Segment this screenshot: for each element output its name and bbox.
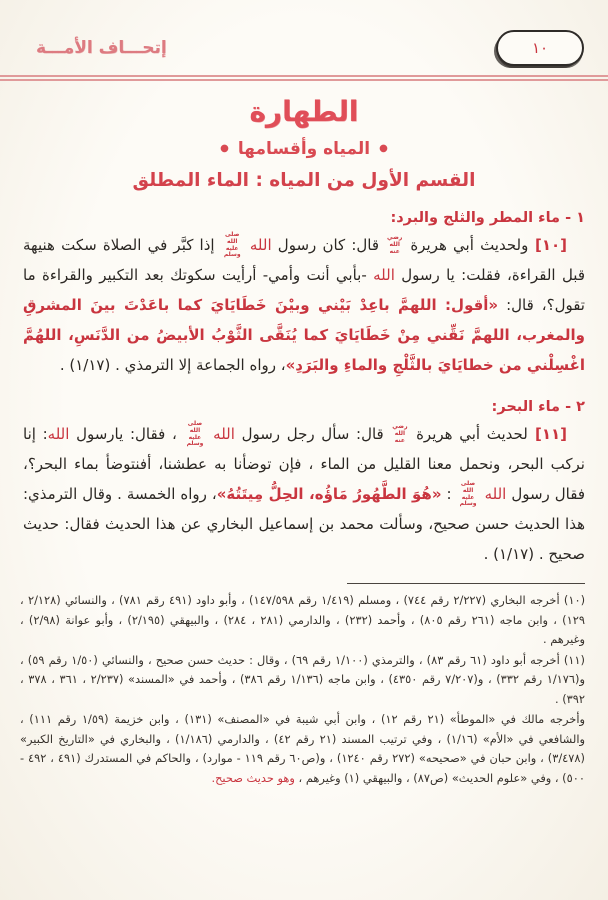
text-segment: :	[441, 485, 457, 503]
footnote-11-takhrij	[20, 710, 585, 788]
page-number-badge	[496, 30, 584, 66]
text-segment: الله	[484, 485, 507, 503]
text-segment: الله	[213, 425, 235, 443]
text-segment: (١٠) أخرجه البخاري (٢/٢٢٧ رقم ٧٤٤) ، ومسلم (١/٤١٩ رقم ١٤٧/٥٩٨) ، وأبو داود (٤٩١ رقم ٧٨١) ، والنسائي (٢/١٢٨ ، ١٢٩) ، وابن ماجه (٢٦١ رقم ٨٠٥) ، وأحمد (٢٣٢) ، والدارمي (٢٨١ ، ٢٨٤) ، والبيهقي (٢/١٩٥) ، وأبو عوانة (٢/٩٨) ، وغيرهم .	[20, 593, 586, 646]
text-segment: الله	[373, 266, 395, 284]
footnotes	[0, 591, 608, 788]
honorific-mark: صلى الله عليه وسلم	[459, 479, 477, 508]
bullet-icon: ●	[220, 143, 229, 154]
text-segment: إذا كبَّر في الصلاة سكت هنيهة قبل القراءة، فقلت: يا رسول	[23, 236, 585, 284]
footnote-area	[0, 583, 608, 584]
text-segment: ، فقال: يارسول	[69, 425, 184, 443]
bullet-icon: ●	[379, 143, 388, 154]
text-segment: وأخرجه مالك في «الموطأ» (٢١ رقم ١٢) ، وابن أبي شيبة في «المصنف» (١٣١) ، وابن خزيمة (١/٥٩ رقم ١١١) ، والشافعي في «الأم» (١/١٦) ، وفي ترتيب المسند (٢١ رقم ٤٢) ، والدارمي (١/١٨٦) ، والبخاري في «التاريخ الكبير» (٣/٤٧٨) ، وابن حبان في «صحيحه» (٢٧٢ رقم ١٢٤٠) ، و(ص٦٠ رقم ١١٩ - موارد) ، والحاكم في المستدرك (٤٩١ ، ٤٩٢ - ٥٠٠) ، وفي «علوم الحديث» (ص٨٧) ، والبيهقي (١) وغيرهم ،	[20, 712, 585, 785]
text-segment: ، رواه الجماعة إلا الترمذي . (١/١٧) .	[59, 356, 286, 374]
text-segment: -بأبي أنت وأمي- أرأيت سكوتك بعد التكبير والقراءة ما تقول؟، قال:	[23, 266, 585, 314]
text-segment: [١٠]	[528, 236, 568, 254]
text-segment: «هُوَ الطَّهُورُ مَاؤُه، الحِلُّ مِيتَتُهُ»	[216, 485, 442, 503]
hadith-10-paragraph	[23, 230, 585, 380]
text-segment: [١١]	[527, 425, 567, 443]
section-heading-rain-water: ١ - ماء المطر والثلج والبرد:	[390, 210, 585, 226]
footnote-10	[20, 591, 585, 650]
text-segment: (١١) أخرجه أبو داود (٦١ رقم ٨٣) ، والترمذي (١/١٠٠ رقم ٦٩) ، وقال : حديث حسن صحيح ، والنسائي (١/٥٠ رقم ٥٩) ، و(١/١٧٦ رقم ٣٣٢) ، و(٧/٢٠٧ رقم ٤٣٥٠) ، وابن ماجه (١/١٣٦ رقم ٣٨٦) ، وأحمد في «المسند» (٢/٢٣٧ ، ٣٦١ ، ٣٧٨ ، ٣٩٢) .	[20, 652, 585, 706]
section-heading-sea-water: ٢ - ماء البحر:	[491, 399, 585, 415]
chapter-title: الطهارة	[249, 95, 359, 128]
text-segment: قال: سأل رجل رسول	[234, 425, 391, 443]
footnote-divider	[347, 583, 585, 584]
text-segment: «أقول: اللهمَّ باعِدْ بَيْني وبيْنَ خَطَايَايَ كما باعَدْتَ بينَ المشرقِ والمغرب، اللهمَّ نَقِّني مِنْ خَطَايَايَ كما يُنَقَّى الثَّوْبُ الأبيضُ من الدَّنَسِ، اللهُمَّ اغْسِلْني من خطايَايَ بالثَّلْجِ والماءِ والبَرَدِ»	[23, 296, 585, 374]
chapter-subtitle	[0, 139, 608, 159]
text-segment: وهو حديث صحيح.	[211, 770, 295, 785]
honorific-mark: رضي الله عنه	[387, 234, 403, 255]
honorific-mark: رضي الله عنه	[392, 423, 408, 444]
text-segment: : إنا نركب البحر، ونحمل معنا القليل من الماء ، فإن توضأنا به عطشنا، أفنتوضأ بماء البحر؟، فقال رسول	[23, 425, 585, 503]
honorific-mark: صلى الله عليه وسلم	[186, 419, 204, 448]
chapter-subtitle-text: المياه وأقسامها	[237, 139, 371, 159]
book-title: إتحـــاف الأمـــة	[36, 38, 167, 58]
text-segment: ، رواه الخمسة . وقال الترمذي: هذا الحديث حسن صحيح، وسألت محمد بن إسماعيل البخاري عن هذا الحديث فقال: حديث صحيح . (١/١٧) .	[23, 485, 585, 563]
header-divider	[0, 75, 608, 81]
part-title: القسم الأول من المياه : الماء المطلق	[132, 170, 476, 191]
title-block	[0, 95, 608, 191]
footnote-11	[20, 651, 585, 710]
text-segment: الله	[47, 425, 70, 443]
page-header	[0, 0, 608, 66]
honorific-mark: صلى الله عليه وسلم	[223, 230, 241, 259]
page-number: ١٠	[531, 39, 549, 57]
text-segment: ولحديث أبي هريرة	[404, 236, 529, 254]
hadith-11-paragraph	[23, 419, 585, 569]
body-text-area	[0, 210, 608, 569]
text-segment: الله	[249, 236, 272, 254]
text-segment: قال: كان رسول	[271, 236, 386, 254]
text-segment: لحديث أبي هريرة	[409, 425, 528, 443]
